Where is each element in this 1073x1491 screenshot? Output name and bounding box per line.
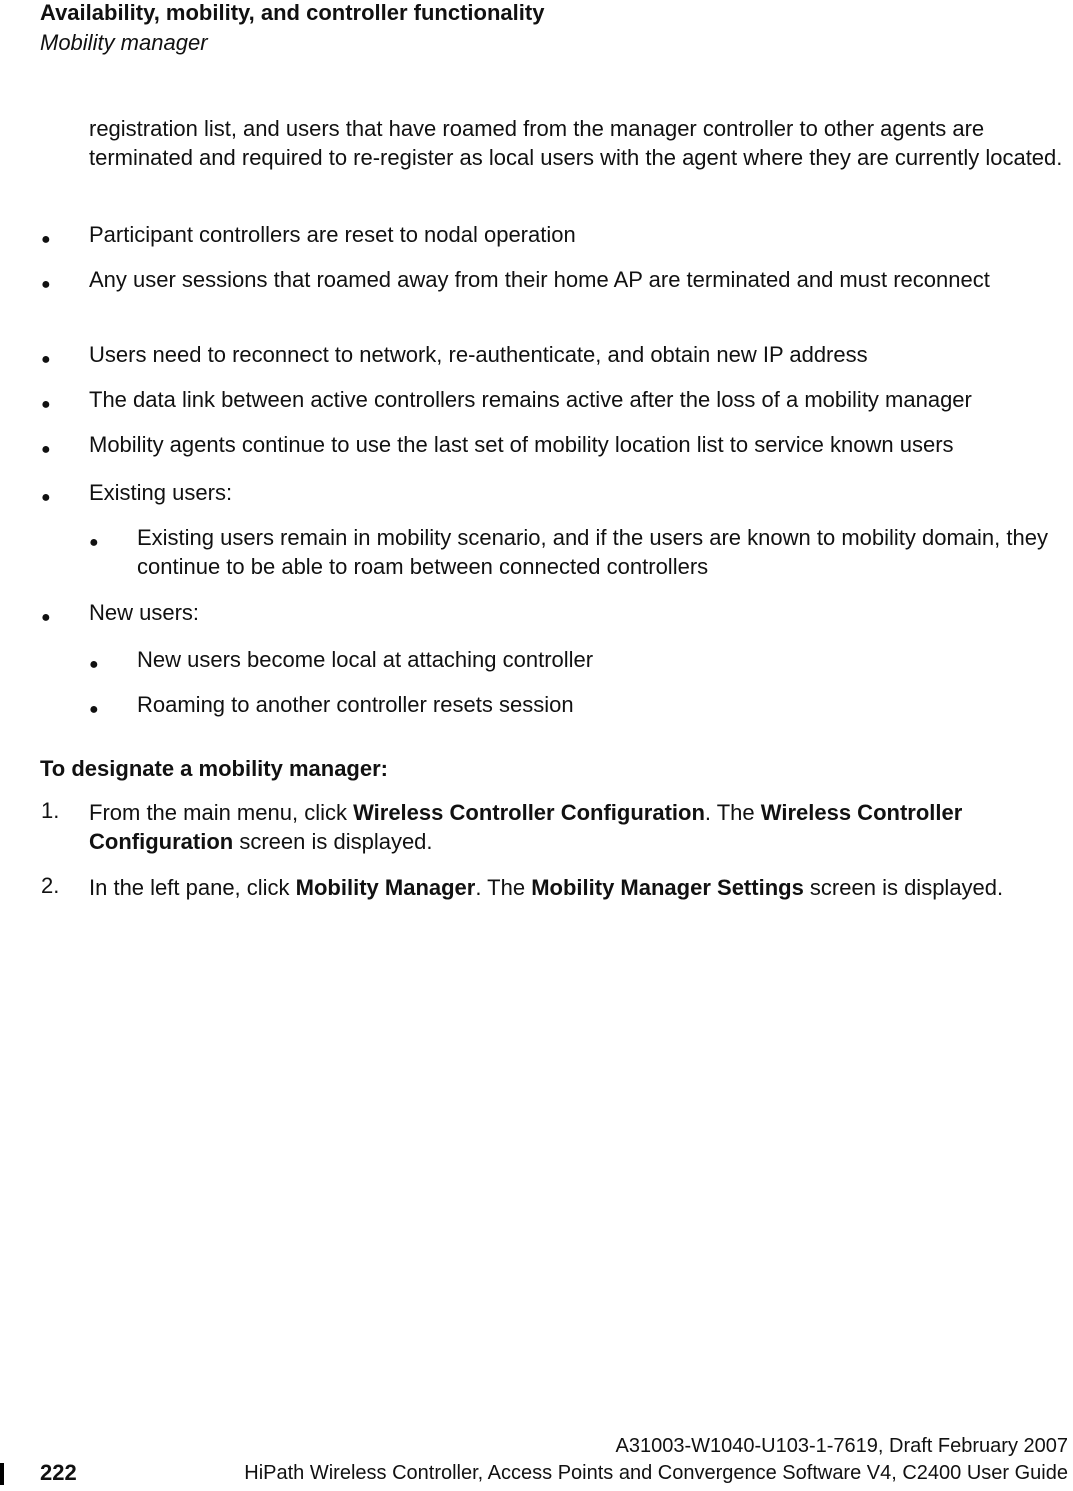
bullet-text: Roaming to another controller resets session — [137, 692, 574, 717]
bullet-icon: ● — [41, 276, 51, 293]
step-bold: Wireless Controller Configuration — [353, 800, 705, 825]
step-1 — [89, 798, 1069, 856]
bullet-text: Existing users: — [89, 480, 233, 505]
bullet-icon: ● — [89, 656, 99, 673]
bullet-icon: ● — [41, 609, 51, 626]
step-text: From the main menu, click — [89, 800, 354, 825]
bullet-text: New users: — [89, 600, 200, 625]
bullet-icon: ● — [89, 701, 99, 718]
bullet-item — [41, 385, 1070, 414]
step-number: 1. — [41, 798, 60, 823]
bullet-item — [89, 645, 1070, 674]
bullet-item — [41, 340, 1070, 369]
page-number: 222 — [40, 1460, 77, 1485]
bullet-item — [89, 690, 1070, 719]
step-number: 2. — [41, 873, 60, 898]
bullet-item — [41, 478, 1070, 507]
bullet-icon: ● — [41, 489, 51, 506]
step-bold: Mobility Manager — [295, 875, 476, 900]
bullet-item — [41, 265, 1070, 294]
intro-paragraph: registration list, and users that have roamed from the manager controller to other agents are terminated and required to re-register as local users with the agent where they are currently located. — [89, 116, 1063, 170]
bullet-icon: ● — [41, 231, 51, 248]
bullet-item — [89, 523, 1070, 581]
bullet-text: New users become local at attaching controller — [137, 647, 594, 672]
procedure-heading: To designate a mobility manager: — [40, 756, 388, 781]
step-bold: Wireless Controller Configuration — [89, 800, 963, 854]
step-bold: Mobility Manager Settings — [531, 875, 804, 900]
bullet-text: Any user sessions that roamed away from their home AP are terminated and must reconnect — [89, 267, 990, 292]
bullet-icon: ● — [89, 534, 99, 551]
step-text: . The — [704, 800, 761, 825]
footer-guide-title: HiPath Wireless Controller, Access Points and Convergence Software V4, C2400 User Guide — [244, 1462, 1068, 1484]
bullet-text: Users need to reconnect to network, re-authenticate, and obtain new IP address — [89, 342, 868, 367]
step-text: . The — [475, 875, 532, 900]
bullet-icon: ● — [41, 441, 51, 458]
change-bar — [0, 1463, 4, 1485]
bullet-text: Participant controllers are reset to nodal operation — [89, 222, 576, 247]
section-title: Availability, mobility, and controller functionality — [40, 0, 545, 25]
bullet-icon: ● — [41, 351, 51, 368]
step-text: screen is displayed. — [233, 829, 433, 854]
bullet-item — [41, 430, 1070, 459]
bullet-text: Mobility agents continue to use the last set of mobility location list to service known users — [89, 432, 954, 457]
bullet-text: Existing users remain in mobility scenario, and if the users are known to mobility domain, they continue to be able to roam between connected controllers — [137, 525, 1048, 579]
step-text: In the left pane, click — [89, 875, 296, 900]
footer-doc-id: A31003-W1040-U103-1-7619, Draft February 2007 — [615, 1435, 1068, 1457]
section-subtitle: Mobility manager — [40, 30, 208, 55]
bullet-text: The data link between active controllers remains active after the loss of a mobility manager — [89, 387, 972, 412]
bullet-item — [41, 220, 1070, 249]
bullet-item — [41, 598, 1070, 627]
bullet-icon: ● — [41, 396, 51, 413]
step-2 — [89, 873, 1069, 902]
step-text: screen is displayed. — [803, 875, 1004, 900]
